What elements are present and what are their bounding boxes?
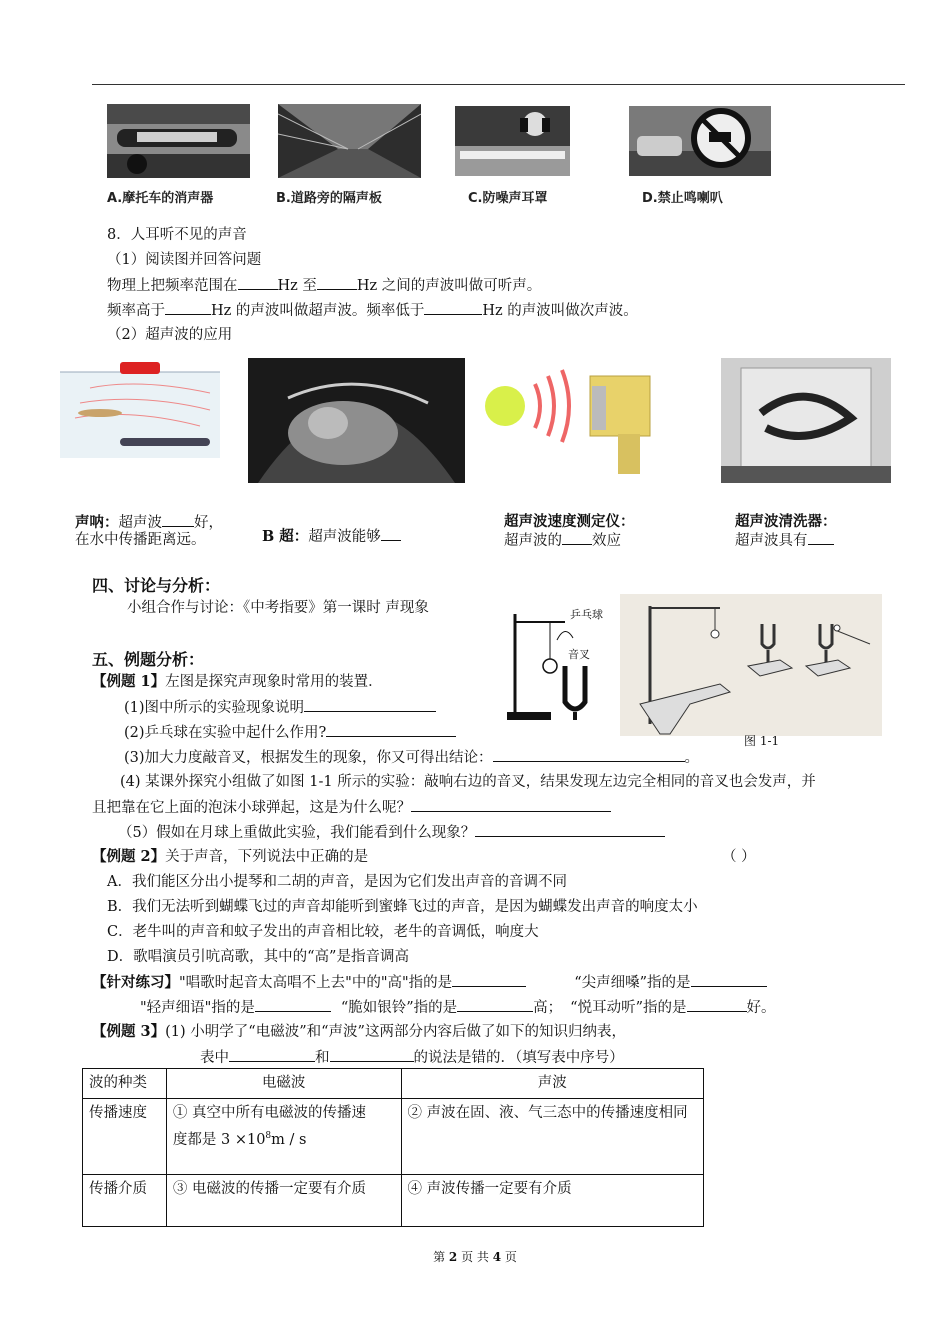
knowledge-table bbox=[82, 1068, 704, 1227]
table-header-cell: 波的种类 bbox=[83, 1069, 167, 1099]
fig-ball-label: 乒乓球 bbox=[570, 608, 603, 621]
s8-title: 8．人耳听不见的声音 bbox=[107, 227, 247, 243]
ex1-text: 左图是探究声现象时常用的装置． bbox=[165, 674, 383, 690]
practice-b: “尖声细嗓”指的是 bbox=[574, 975, 691, 991]
s8-l1b: Hz 至 bbox=[277, 278, 317, 294]
ex2-text: 关于声音，下列说法中正确的是 bbox=[165, 849, 369, 865]
practice-label: 【针对练习】 bbox=[92, 974, 179, 991]
ex2-answer-paren[interactable]: （ ） bbox=[722, 849, 756, 865]
ex2-option-c: C．老牛叫的声音和蚊子发出的声音相比较，老牛的音调低，响度大 bbox=[107, 924, 539, 940]
blank-clean[interactable] bbox=[808, 530, 834, 545]
table-cell-text: 度都是 3 ×10 bbox=[172, 1131, 266, 1148]
table-cell-sup: 8 bbox=[265, 1131, 272, 1141]
blank-ex1-q4[interactable] bbox=[411, 797, 611, 812]
s8-l2c: Hz 的声波叫做次声波。 bbox=[482, 303, 638, 319]
blank-freq-low[interactable] bbox=[238, 275, 278, 290]
ex2-option-b: B．我们无法听到蝴蝶飞过的声音却能听到蜜蜂飞过的声音，是因为蝴蝶发出声音的响度太小 bbox=[107, 899, 698, 915]
blank-freq-high[interactable] bbox=[317, 275, 357, 290]
blank-practice-3[interactable] bbox=[255, 997, 331, 1012]
blank-practice-5[interactable] bbox=[687, 997, 747, 1012]
blank-sonar[interactable] bbox=[162, 512, 194, 527]
ex1-q5-text: （5）假如在月球上重做此实验，我们能看到什么现象？ bbox=[118, 825, 476, 841]
blank-ex1-q5[interactable] bbox=[475, 822, 665, 837]
sonar-label: 声呐： bbox=[75, 514, 119, 531]
b-ultrasound-desc bbox=[262, 526, 401, 547]
ex2-option-a: A．我们能区分出小提琴和二胡的声音，是因为它们发出声音的音调不同 bbox=[107, 874, 567, 890]
motorcycle-muffler-photo bbox=[107, 104, 250, 178]
ex1-q1-text: (1)图中所示的实验现象说明 bbox=[124, 700, 305, 716]
speed-a: 超声波的 bbox=[504, 533, 562, 549]
ex1-label: 【例题 1】 bbox=[92, 673, 166, 690]
practice-line1 bbox=[92, 972, 767, 993]
sonar-image bbox=[60, 358, 220, 458]
ex1-q4b bbox=[92, 797, 611, 818]
s8-q1: （1）阅读图并回答问题 bbox=[107, 252, 262, 268]
sonar-a: 超声波 bbox=[118, 515, 162, 531]
table-cell: ④ 声波传播一定要有介质 bbox=[401, 1175, 703, 1227]
ex1-q1 bbox=[124, 697, 436, 718]
clean-label: 超声波清洗器： bbox=[735, 513, 837, 530]
b-label: B 超： bbox=[262, 528, 309, 545]
table-cell: 传播速度 bbox=[83, 1099, 167, 1175]
fig-fork-label: 音叉 bbox=[568, 648, 590, 661]
table-cell-text: ① 真空中所有电磁波的传播速 bbox=[172, 1105, 366, 1121]
sonar-b: 好， bbox=[194, 515, 223, 531]
ex1-q4b-text: 且把靠在它上面的泡沫小球弹起，这是为什么呢？ bbox=[92, 800, 411, 816]
caption-c: C.防噪声耳罩 bbox=[468, 191, 548, 206]
footer-a: 第 bbox=[433, 1250, 449, 1264]
blank-ex3-2[interactable] bbox=[330, 1047, 414, 1062]
footer-page-number: 2 bbox=[448, 1250, 458, 1264]
earmuff-worker-photo bbox=[455, 106, 570, 176]
table-row bbox=[83, 1175, 704, 1227]
s8-l1a: 物理上把频率范围在 bbox=[107, 278, 238, 294]
table-cell bbox=[166, 1099, 401, 1175]
ex3-l2b: 和 bbox=[315, 1050, 330, 1066]
header-rule bbox=[92, 84, 905, 85]
ex1-q3-text: (3)加大力度敲音叉，根据发生的现象，你又可得出结论： bbox=[124, 750, 493, 766]
ex1-q5 bbox=[118, 822, 665, 843]
road-sound-barrier-photo bbox=[278, 104, 421, 178]
blank-ultrasound[interactable] bbox=[165, 300, 211, 315]
s8-line1 bbox=[107, 275, 541, 296]
speed-desc bbox=[504, 530, 621, 551]
ex3-label: 【例题 3】 bbox=[92, 1023, 166, 1040]
speed-gun-image bbox=[480, 364, 680, 476]
ex1-q2 bbox=[124, 722, 456, 743]
footer-page-total: 4 bbox=[492, 1250, 502, 1264]
blank-infrasound[interactable] bbox=[424, 300, 482, 315]
practice-line2 bbox=[140, 997, 776, 1018]
ex3-l2c: 的说法是错的．（填写表中序号） bbox=[413, 1050, 624, 1066]
blank-practice-4[interactable] bbox=[457, 997, 533, 1012]
blank-ex1-q1[interactable] bbox=[304, 697, 436, 712]
practice-a: "唱歌时起音太高唱不上去"中的"高"指的是 bbox=[179, 975, 453, 991]
blank-practice-1[interactable] bbox=[452, 972, 526, 987]
footer-e: 页 bbox=[501, 1250, 517, 1264]
blank-ex1-q3[interactable] bbox=[493, 747, 685, 762]
speed-label: 超声波速度测定仪： bbox=[504, 513, 635, 530]
s8-line2 bbox=[107, 300, 638, 321]
caption-d: D.禁止鸣喇叭 bbox=[642, 191, 723, 206]
blank-speed[interactable] bbox=[562, 530, 592, 545]
blank-practice-2[interactable] bbox=[691, 972, 767, 987]
table-cell: 传播介质 bbox=[83, 1175, 167, 1227]
s4-text: 小组合作与讨论：《中考指要》第一课时 声现象 bbox=[127, 600, 429, 616]
blank-b-ultrasound[interactable] bbox=[381, 526, 401, 541]
practice-g: 好。 bbox=[746, 1000, 776, 1016]
practice-e: 高； bbox=[533, 1000, 563, 1016]
table-row bbox=[83, 1099, 704, 1175]
page-footer bbox=[0, 1248, 950, 1265]
s8-q2: （2）超声波的应用 bbox=[107, 327, 233, 343]
s4-title: 四、讨论与分析： bbox=[92, 576, 221, 595]
ex1-q2-text: (2)乒乓球在实验中起什么作用? bbox=[124, 725, 327, 741]
ex3-l2a: 表中 bbox=[200, 1050, 229, 1066]
figure-1-1-caption: 图 1-1 bbox=[744, 734, 780, 748]
figure-1-1 bbox=[620, 594, 882, 736]
table-cell: ③ 电磁波的传播一定要有介质 bbox=[166, 1175, 401, 1227]
s5-title: 五、例题分析： bbox=[92, 650, 205, 669]
b-ultrasound-image bbox=[248, 358, 465, 483]
ex2-option-d: D．歌唱演员引吭高歌，其中的“高”是指音调高 bbox=[107, 949, 409, 965]
s8-l2b: Hz 的声波叫做超声波。频率低于 bbox=[211, 303, 425, 319]
ex3-text: (1) 小明学了“电磁波”和“声波”这两部分内容后做了如下的知识归纳表， bbox=[165, 1024, 626, 1040]
table-header-cell: 电磁波 bbox=[166, 1069, 401, 1099]
s8-l2a: 频率高于 bbox=[107, 303, 165, 319]
practice-c: "轻声细语"指的是 bbox=[140, 1000, 255, 1016]
ex3-line2 bbox=[200, 1047, 624, 1068]
caption-a: A.摩托车的消声器 bbox=[107, 191, 214, 206]
no-horn-sign-photo bbox=[629, 106, 771, 176]
clean-desc bbox=[735, 530, 834, 551]
ex1-q3-end: 。 bbox=[684, 750, 700, 766]
caption-b: B.道路旁的隔声板 bbox=[276, 191, 382, 206]
ultrasonic-cleaner-image bbox=[721, 358, 891, 483]
ex3-header bbox=[92, 1022, 626, 1042]
practice-d: “脆如银铃”指的是 bbox=[340, 1000, 458, 1016]
ex1-q3 bbox=[124, 747, 699, 768]
b-text: 超声波能够 bbox=[308, 529, 381, 545]
ex1-q4a: (4) 某课外探究小组做了如图 1-1 所示的实验：敲响右边的音叉，结果发现左边完全相同的音叉也会发声，并 bbox=[120, 774, 816, 790]
blank-ex1-q2[interactable] bbox=[326, 722, 456, 737]
footer-c: 页 共 bbox=[457, 1250, 493, 1264]
speed-b: 效应 bbox=[592, 533, 621, 549]
s8-l1c: Hz 之间的声波叫做可听声。 bbox=[356, 278, 542, 294]
ex2-header bbox=[92, 847, 368, 867]
table-cell: ② 声波在固、液、气三态中的传播速度相同 bbox=[401, 1099, 703, 1175]
sonar-desc-line2: 在水中传播距离远。 bbox=[75, 532, 206, 548]
table-cell-text: m / s bbox=[271, 1131, 307, 1148]
blank-ex3-1[interactable] bbox=[229, 1047, 315, 1062]
table-row bbox=[83, 1069, 704, 1099]
practice-f: “悦耳动听”指的是 bbox=[570, 1000, 687, 1016]
ex1-header bbox=[92, 672, 383, 692]
clean-a: 超声波具有 bbox=[735, 533, 808, 549]
ex2-label: 【例题 2】 bbox=[92, 848, 166, 865]
table-header-cell: 声波 bbox=[401, 1069, 703, 1099]
